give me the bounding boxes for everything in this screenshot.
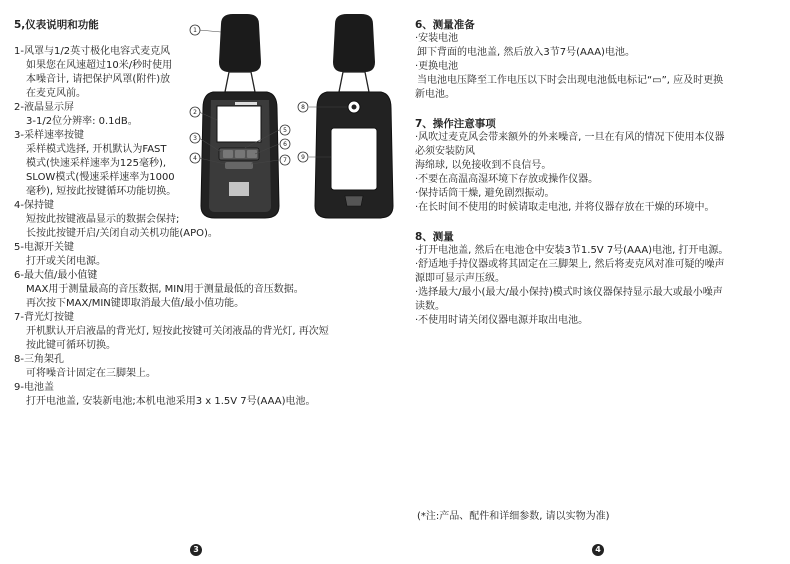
text-line: 8-三角架孔 (14, 354, 64, 365)
callout-3: 3 (193, 135, 197, 142)
footnote: (*注:产品、配件和详细参数, 请以实物为准) (417, 511, 610, 522)
right-page (395, 0, 790, 564)
callout-4: 4 (193, 155, 197, 162)
callout-2: 2 (193, 109, 197, 116)
text-line: 模式(快速采样速率为125毫秒), (26, 158, 167, 169)
text-line: ·保持话筒干燥, 避免剧烈振动。 (415, 188, 555, 199)
text-line: 6-最大值/最小值键 (14, 270, 98, 281)
page-number-badge: 3 (190, 544, 202, 556)
callout-5: 5 (283, 127, 287, 134)
text-line: ·在长时间不使用的时候请取走电池, 并将仪器存放在干燥的环境中。 (415, 202, 715, 213)
meter-back-view (309, 14, 393, 218)
text-line: 当电池电压降至工作电压以下时会出现电池低电标记“▭”, 应及时更换 (417, 75, 724, 86)
text-line: 开机默认开启液晶的背光灯, 短按此按键可关闭液晶的背光灯, 再次短 (26, 326, 329, 337)
text-line: ·不使用时请关闭仪器电源并取出电池。 (415, 315, 589, 326)
text-line: 3-1/2位分辨率: 0.1dB。 (26, 116, 138, 127)
text-line: 新电池。 (415, 89, 455, 100)
text-line: 按此键可循环切换。 (26, 340, 116, 351)
text-line: ·舒适地手持仪器或将其固定在三脚架上, 然后将麦克风对准可疑的噪声 (415, 259, 725, 270)
text-line: 短按此按键液晶显示的数据会保持; (26, 214, 180, 225)
meter-front-view (190, 14, 308, 218)
text-line: 1-风罩与1/2英寸极化电容式麦克风 (14, 46, 171, 57)
text-line: 2-液晶显示屏 (14, 102, 74, 113)
text-line: 采样模式选择, 开机默认为FAST (26, 144, 167, 155)
text-line: 3-采样速率按键 (14, 130, 84, 141)
text-line: 5-电源开关键 (14, 242, 74, 253)
text-line: 如果您在风速超过10米/秒时使用 (26, 60, 173, 71)
text-line: ·风吹过麦克风会带来额外的外来噪音, 一旦在有风的情况下使用本仪器 (415, 132, 725, 143)
text-line: 打开电池盖, 安装新电池;本机电池采用3 x 1.5V 7号(AAA)电池。 (26, 396, 316, 407)
text-line: 再次按下MAX/MIN键即取消最大值/最小值功能。 (26, 298, 245, 309)
callout-9: 9 (301, 154, 305, 161)
section-title-precautions: 7、操作注意事项 (415, 118, 496, 130)
text-line: ·不要在高温高湿环境下存放或操作仪器。 (415, 174, 599, 185)
text-line: 读数。 (415, 301, 445, 312)
callout-1: 1 (193, 27, 197, 34)
text-line: SLOW模式(慢速采样速率为1000 (26, 172, 175, 183)
section-title-preparation: 6、测量准备 (415, 19, 475, 31)
callout-7: 7 (283, 157, 287, 164)
text-line: 打开或关闭电源。 (26, 256, 106, 267)
text-line: 9-电池盖 (14, 382, 54, 393)
text-line: 在麦克风前。 (26, 88, 86, 99)
text-line: 海绵球, 以免接收到不良信号。 (415, 160, 552, 171)
section-title-instrument: 5,仪表说明和功能 (14, 19, 99, 31)
text-line: 必须安装防风 (415, 146, 475, 157)
text-line: 长按此按键开启/关闭自动关机功能(APO)。 (26, 228, 218, 239)
meter-illustration (185, 10, 395, 225)
callout-6: 6 (283, 141, 287, 148)
text-line: ·打开电池盖, 然后在电池仓中安装3节1.5V 7号(AAA)电池, 打开电源。 (415, 245, 729, 256)
text-line: ·安装电池 (415, 33, 459, 44)
text-line: 7-背光灯按键 (14, 312, 74, 323)
text-line: MAX用于测量最高的音压数据, MIN用于测量最低的音压数据。 (26, 284, 304, 295)
text-line: ·更换电池 (415, 61, 459, 72)
text-line: ·选择最大/最小(最大/最小保持)模式时该仪器保持显示最大或最小噪声 (415, 287, 723, 298)
section-title-measurement: 8、测量 (415, 231, 454, 243)
text-line: 卸下背面的电池盖, 然后放入3节7号(AAA)电池。 (417, 47, 635, 58)
text-line: 4-保持键 (14, 200, 54, 211)
text-line: 本噪音计, 请把保护风罩(附件)放 (26, 74, 171, 85)
page-number-badge: 4 (592, 544, 604, 556)
text-line: 可将噪音计固定在三脚架上。 (26, 368, 156, 379)
text-line: 毫秒), 短按此按键循环功能切换。 (26, 186, 177, 197)
text-line: 源即可显示声压级。 (415, 273, 505, 284)
callout-8: 8 (301, 104, 305, 111)
